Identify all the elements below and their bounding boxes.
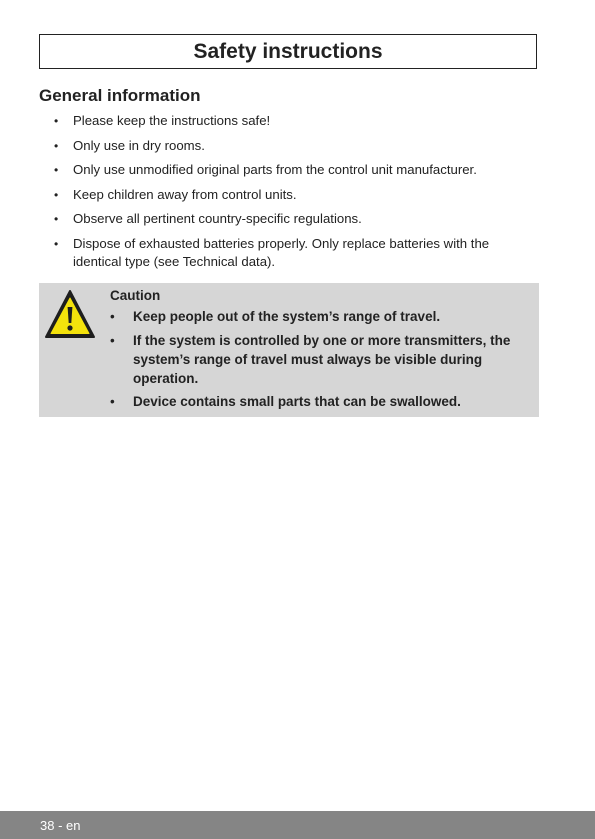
- caution-title: Caution: [110, 288, 161, 303]
- bullet: •: [54, 138, 59, 153]
- general-info-list: [39, 112, 539, 277]
- caution-list: [110, 307, 538, 416]
- caution-item-text: Keep people out of the system’s range of travel.: [133, 309, 441, 324]
- bullet: •: [54, 187, 59, 202]
- page-title-box: [39, 34, 537, 69]
- bullet: •: [54, 163, 59, 177]
- warning-triangle-icon: [44, 288, 96, 340]
- list-item: [39, 112, 539, 130]
- list-item-text: Only use in dry rooms.: [73, 137, 205, 153]
- list-item: [39, 161, 539, 179]
- list-item: [39, 210, 539, 228]
- list-item-text: Keep children away from control units.: [73, 186, 297, 202]
- list-item: [39, 235, 539, 271]
- page-number: 38 - en: [40, 818, 81, 833]
- bullet: •: [54, 212, 59, 226]
- list-item: [39, 137, 539, 155]
- list-item-text: Dispose of exhausted batteries properly. Only replace batteries with the identical type (see Technical data).: [73, 235, 490, 269]
- bullet: •: [54, 236, 59, 251]
- list-item: [39, 186, 539, 204]
- list-item-text: Only use unmodified original parts from the control unit manufacturer.: [73, 162, 477, 177]
- bullet: •: [110, 394, 115, 409]
- page-footer: [0, 811, 595, 839]
- page-title: Safety instructions: [193, 39, 383, 63]
- caution-box: [39, 283, 539, 417]
- caution-item: [110, 307, 538, 326]
- bullet: •: [110, 332, 115, 348]
- caution-item-text: Device contains small parts that can be swallowed.: [133, 394, 461, 409]
- bullet: •: [110, 309, 115, 324]
- caution-item-text: If the system is controlled by one or more transmitters, the system’s range of travel must always be visible during operation.: [133, 332, 511, 386]
- bullet: •: [54, 114, 59, 128]
- caution-item: [110, 392, 538, 411]
- list-item-text: Observe all pertinent country-specific regulations.: [73, 211, 362, 226]
- list-item-text: Please keep the instructions safe!: [73, 113, 271, 128]
- section-heading: General information: [39, 86, 201, 105]
- caution-item: [110, 331, 538, 388]
